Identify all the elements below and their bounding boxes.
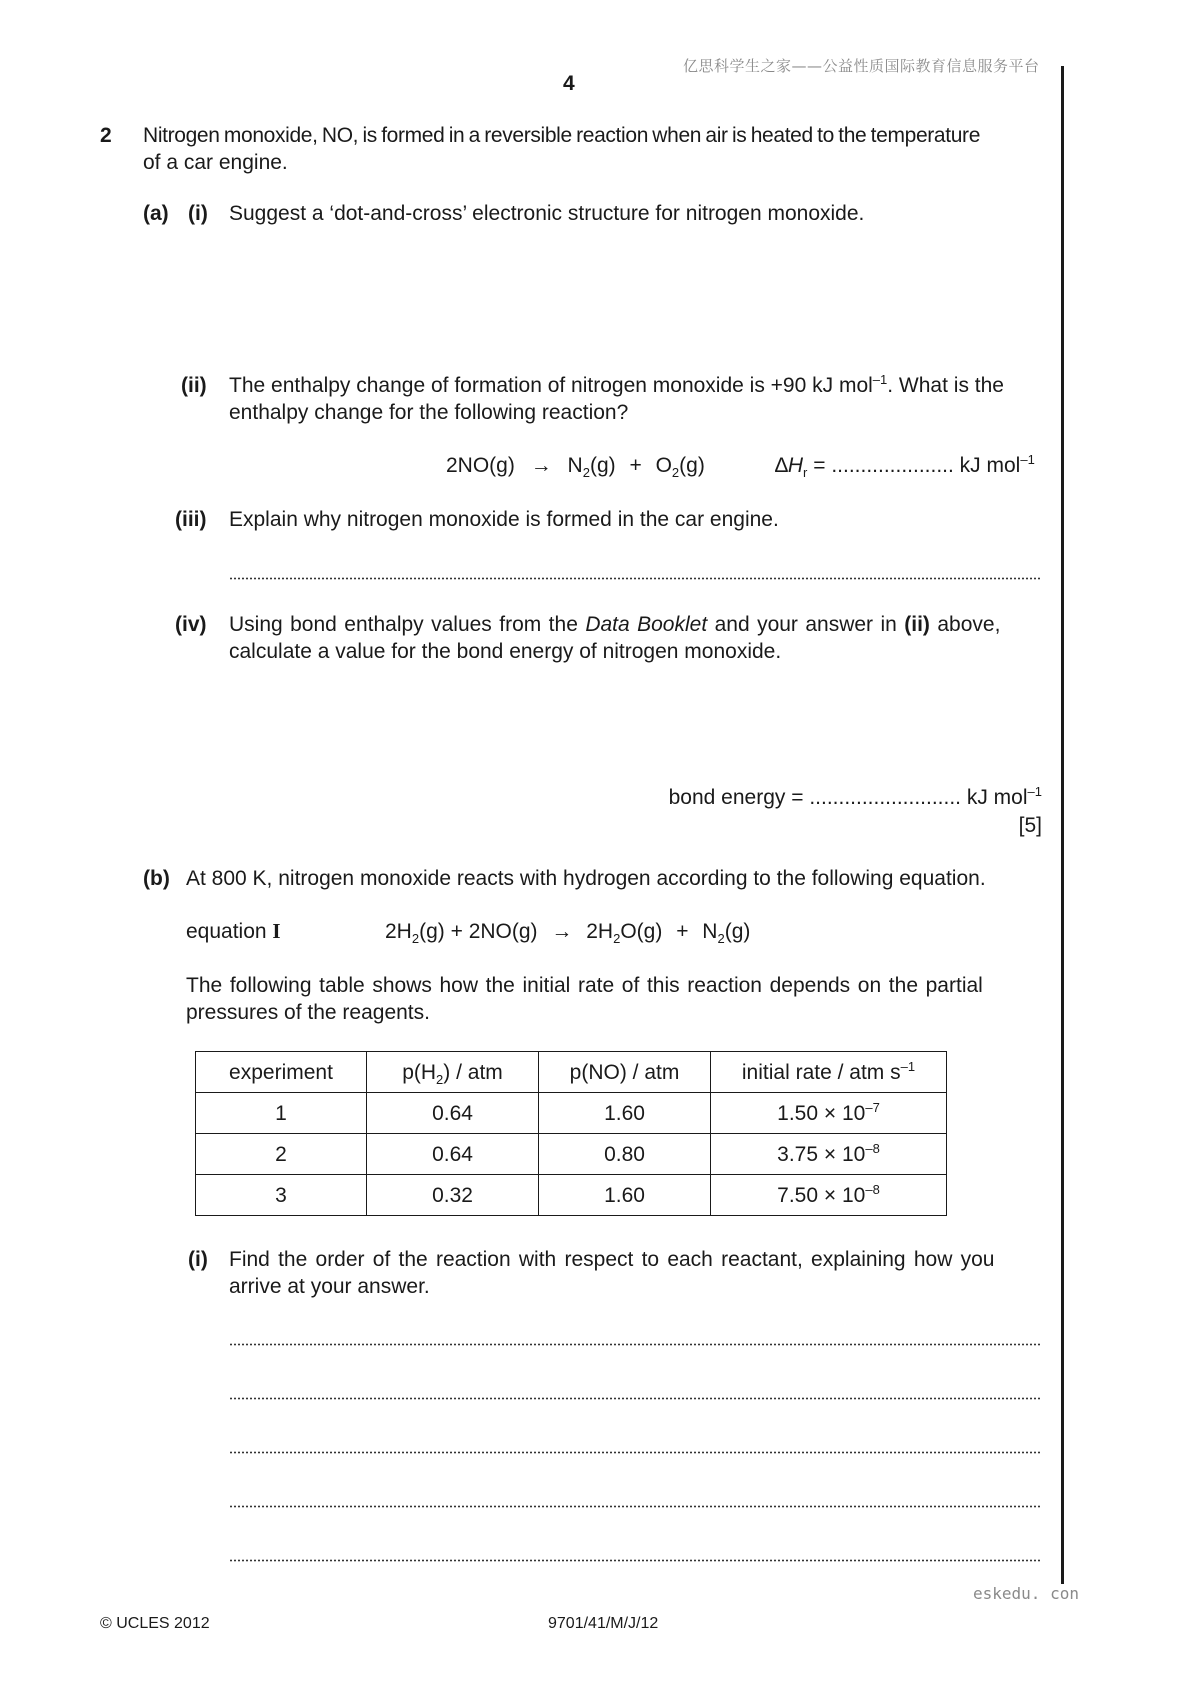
cell-experiment: 1	[196, 1093, 367, 1134]
enthalpy-answer-blank[interactable]: .....................	[831, 454, 954, 477]
part-a-ii-line2: enthalpy change for the following reaction?	[229, 401, 629, 424]
answer-line[interactable]	[229, 1505, 1042, 1508]
answer-line[interactable]	[229, 1397, 1042, 1400]
header-initial-rate: initial rate / atm $s^{-1}$	[711, 1052, 947, 1093]
cell-ph2: 0.64	[367, 1093, 539, 1134]
table-row	[196, 1134, 947, 1175]
part-a-iv-line2: calculate a value for the bond energy of nitrogen monoxide.	[229, 640, 782, 663]
table-intro-line2: pressures of the reagents.	[186, 1001, 430, 1024]
bond-energy-answer-blank[interactable]: ..........................	[809, 786, 962, 809]
cell-pno: 1.60	[539, 1175, 711, 1216]
part-b-intro: At 800 K, nitrogen monoxide reacts with hydrogen according to the following equation.	[186, 867, 986, 890]
cell-rate: $1.50 \times 10^{-7}$	[711, 1093, 947, 1134]
part-b-i-line1: Find the order of the reaction with respect to each reactant, explaining how you	[229, 1248, 995, 1271]
answer-line[interactable]	[229, 577, 1042, 580]
part-a-iv-label: (iv)	[175, 613, 207, 636]
watermark-header: 亿思科学生之家——公益性质国际教育信息服务平台	[683, 57, 1040, 75]
question-number: 2	[100, 124, 112, 147]
arrow-icon: →	[530, 454, 552, 477]
table-row	[196, 1175, 947, 1216]
answer-line[interactable]	[229, 1559, 1042, 1562]
part-a-ii-line1: The enthalpy change of formation of nitrogen monoxide is +90 kJ mol$^{-1}$. What is the	[229, 372, 1004, 397]
bond-energy-answer-line: bond energy = .......................... kJ mol$^{-1}$	[668, 784, 1042, 809]
question-stem-line1: Nitrogen monoxide, NO, is formed in a reversible reaction when air is heated to the temperature	[143, 124, 981, 147]
cell-rate: $7.50 \times 10^{-8}$	[711, 1175, 947, 1216]
marks-allocation: [5]	[1018, 814, 1042, 837]
cell-experiment: 3	[196, 1175, 367, 1216]
part-b-label: (b)	[143, 867, 170, 890]
cell-rate: $3.75 \times 10^{-8}$	[711, 1134, 947, 1175]
table-row	[196, 1093, 947, 1134]
cell-experiment: 2	[196, 1134, 367, 1175]
question-stem-line2: of a car engine.	[143, 151, 288, 174]
equation-label: equation I	[186, 919, 281, 943]
right-margin-rule	[1061, 66, 1064, 1584]
watermark-footer: eskedu. con	[973, 1584, 1079, 1603]
part-a-label: (a)	[143, 202, 169, 225]
part-a-iii-label: (iii)	[175, 508, 207, 531]
rate-data-table	[195, 1051, 947, 1216]
table-header-row	[196, 1052, 947, 1093]
reaction-equation-i: $2H_2(g) + 2NO(g) \to 2H_2O(g) + N_2(g)$	[385, 920, 751, 947]
part-a-i-text: Suggest a ‘dot-and-cross’ electronic structure for nitrogen monoxide.	[229, 202, 865, 225]
reaction-equation-ii: $2NO(g) \to N_2(g) + O_2(g)$	[446, 454, 705, 481]
page-number: 4	[563, 72, 575, 95]
cell-ph2: 0.64	[367, 1134, 539, 1175]
cell-pno: 1.60	[539, 1093, 711, 1134]
part-a-iv-line1: Using bond enthalpy values from the Data Booklet and your answer in (ii) above,	[229, 613, 1001, 636]
answer-line[interactable]	[229, 1343, 1042, 1346]
part-a-ii-label: (ii)	[181, 374, 207, 397]
part-b-i-label: (i)	[188, 1248, 208, 1271]
copyright: © UCLES 2012	[100, 1615, 210, 1632]
answer-line[interactable]	[229, 1451, 1042, 1454]
header-ph2: $p(H_2)$ / atm	[367, 1052, 539, 1093]
part-a-iii-text: Explain why nitrogen monoxide is formed in the car engine.	[229, 508, 779, 531]
cell-ph2: 0.32	[367, 1175, 539, 1216]
header-experiment: experiment	[196, 1052, 367, 1093]
arrow-icon: →	[551, 920, 573, 943]
table-intro-line1: The following table shows how the initial rate of this reaction depends on the partial	[186, 974, 983, 997]
header-pno: p(NO) / atm	[539, 1052, 711, 1093]
part-a-i-label: (i)	[188, 202, 208, 225]
paper-code: 9701/41/M/J/12	[548, 1615, 659, 1632]
part-b-i-line2: arrive at your answer.	[229, 1275, 430, 1298]
enthalpy-answer-line: $\Delta H_r$ = ..................... kJ mol$^{-1}$	[775, 452, 1035, 481]
cell-pno: 0.80	[539, 1134, 711, 1175]
